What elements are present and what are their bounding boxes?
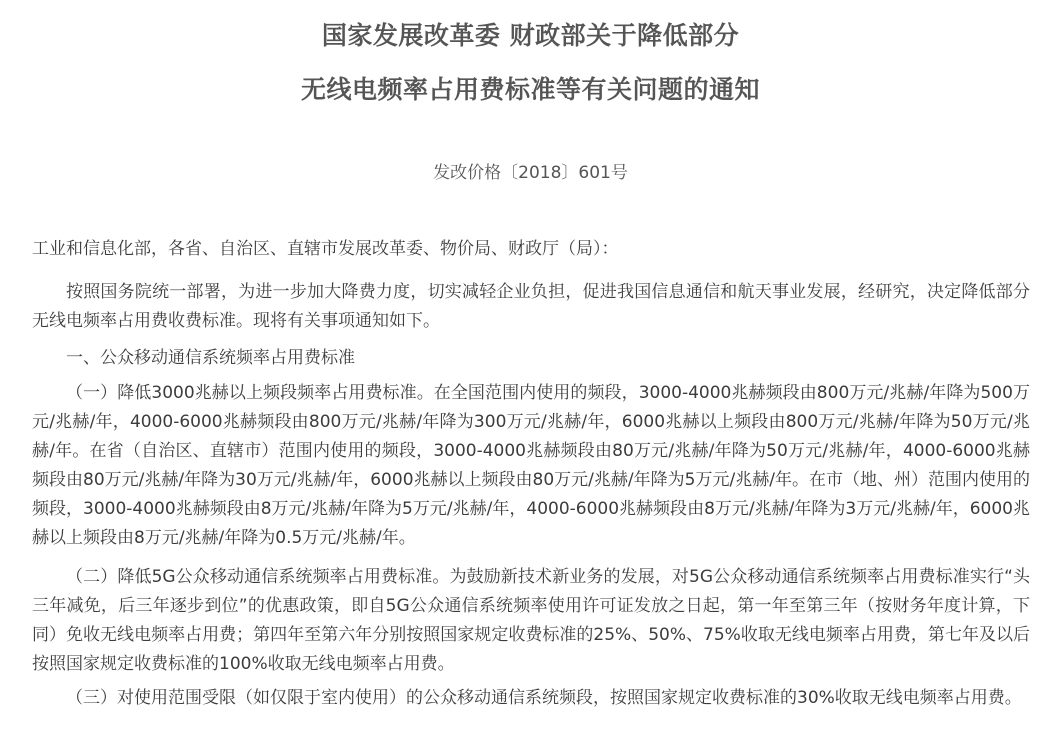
section-1-item-2: （二）降低5G公众移动通信系统频率占用费标准。为鼓励新技术新业务的发展，对5G公众移动通信系统频率占用费标准实行“头三年减免，后三年逐步到位”的优惠政策，即自5G公众通信系统频率使用许可证发放之日起，第一年至第三年（按财务年度计算，下同）免收无线电频率占用费；第四年至第六年分别按照国家规定收费标准的25%、50%、75%收取无线电频率占用费，第七年及以后按照国家规定收费标准的100%收取无线电频率占用费。 [32, 567, 1030, 674]
document-title-line-2: 无线电频率占用费标准等有关问题的通知 [300, 75, 760, 104]
document-number: 发改价格〔2018〕601号 [433, 163, 628, 183]
document-title-line-1: 国家发展改革委 财政部关于降低部分 [321, 21, 740, 50]
section-1-heading: 一、公众移动通信系统频率占用费标准 [66, 348, 355, 368]
intro-paragraph: 按照国务院统一部署，为进一步加大降费力度，切实减轻企业负担，促进我国信息通信和航天事业发展，经研究，决定降低部分无线电频率占用费收费标准。现将有关事项通知如下。 [32, 282, 1030, 331]
section-1-item-3: （三）对使用范围受限（如仅限于室内使用）的公众移动通信系统频段，按照国家规定收费标准的30%收取无线电频率占用费。 [66, 688, 1022, 708]
section-1-item-1: （一）降低3000兆赫以上频段频率占用费标准。在全国范围内使用的频段，3000-4000兆赫频段由800万元/兆赫/年降为500万元/兆赫/年，4000-6000兆赫频段由800万元/兆赫/年降为300万元/兆赫/年，6000兆赫以上频段由800万元/兆赫/年降为50万元/兆赫/年。在省（自治区、直辖市）范围内使用的频段，3000-4000兆赫频段由80万元/兆赫/年降为50万元/兆赫/年，4000-6000兆赫频段由80万元/兆赫/年降为30万元/兆赫/年，6000兆赫以上频段由80万元/兆赫/年降为5万元/兆赫/年。在市（地、州）范围内使用的频段，3000-4000兆赫频段由8万元/兆赫/年降为5万元/兆赫/年，4000-6000兆赫频段由8万元/兆赫/年降为3万元/兆赫/年，6000兆赫以上频段由8万元/兆赫/年降为0.5万元/兆赫/年。 [32, 383, 1030, 548]
addressee: 工业和信息化部，各省、自治区、直辖市发展改革委、物价局、财政厅（局）： [32, 239, 619, 259]
